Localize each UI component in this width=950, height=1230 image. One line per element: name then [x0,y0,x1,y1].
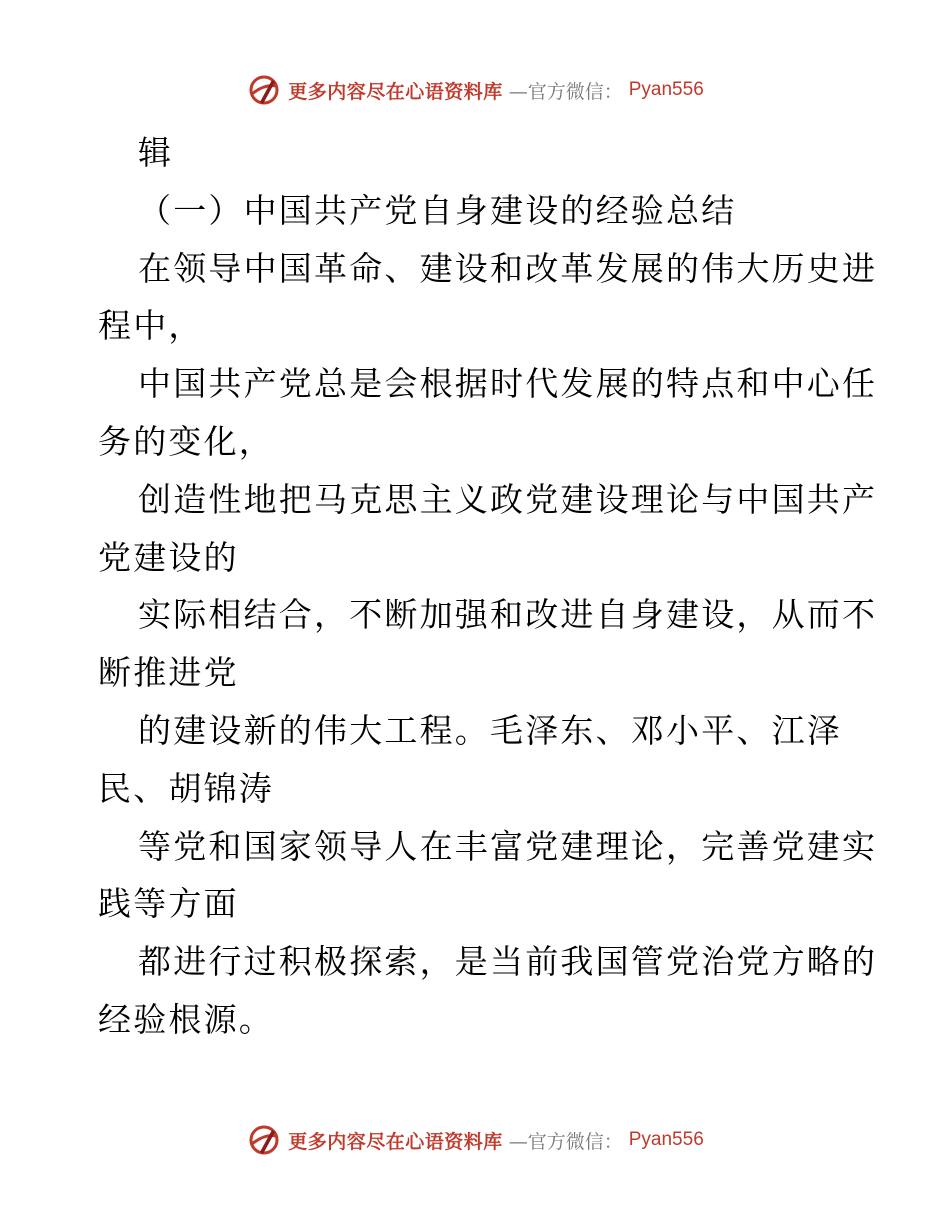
body-line: 中国共产党总是会根据时代发展的特点和中心任 [138,364,878,404]
banner-wechat-handle: Pyan556 [628,1129,704,1150]
body-line: 党建设的 [98,537,239,577]
banner-wechat-handle: Pyan556 [628,79,704,100]
body-line: 都进行过积极探索，是当前我国管党治党方略的 [138,942,878,982]
banner-separator: —官方微信： [508,1130,623,1153]
banner-title: 更多内容尽在心语资料库 [288,1130,503,1153]
body-line: 践等方面 [98,884,239,924]
footer-watermark [0,1120,950,1160]
banner-title: 更多内容尽在心语资料库 [288,80,503,103]
body-line: 的建设新的伟大工程。毛泽东、邓小平、江泽 [138,710,842,750]
body-line: 务的变化， [98,421,274,461]
body-line: 民、胡锦涛 [98,768,274,808]
body-line: 经验根源。 [98,999,274,1039]
body-line: 等党和国家领导人在丰富党建理论，完善党建实 [138,826,878,866]
body-line: 创造性地把马克思主义政党建设理论与中国共产 [138,479,878,519]
body-line: 实际相结合，不断加强和改进自身建设，从而不 [138,595,878,635]
body-line: 程中， [98,306,204,346]
header-watermark [0,70,950,110]
pen-logo-icon [246,1122,282,1158]
section-heading: （一）中国共产党自身建设的经验总结 [138,190,737,230]
document-body [98,124,878,1049]
body-line: 断推进党 [98,653,239,693]
pen-logo-icon [246,72,282,108]
body-line: 辑 [138,133,174,172]
body-line: 在领导中国革命、建设和改革发展的伟大历史进 [138,248,878,288]
banner-separator: —官方微信： [508,80,623,103]
